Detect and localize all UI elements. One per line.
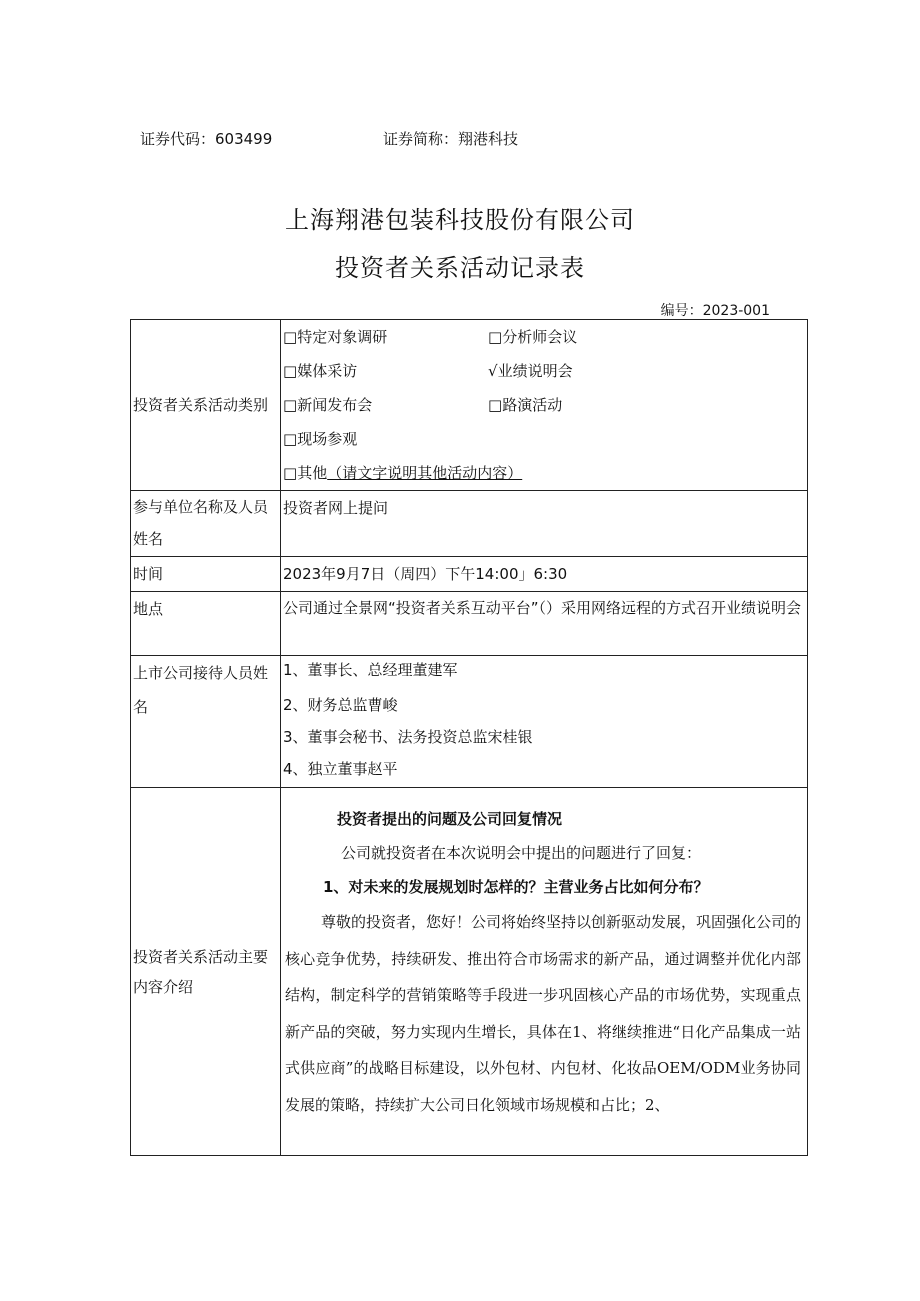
checkbox-icon: □ — [488, 328, 503, 346]
row-participants — [131, 491, 808, 557]
label-reception: 上市公司接待人员姓名 — [131, 656, 281, 788]
option-label: 新闻发布会 — [297, 396, 373, 414]
reception-person: 1、董事长、总经理董建军 — [283, 661, 458, 679]
reception-person: 2、财务总监曹峻 — [283, 696, 398, 714]
option-specific-research[interactable] — [283, 320, 488, 354]
answer-1: 尊敬的投资者，您好！公司将始终坚持以创新驱动发展，巩固强化公司的核心竞争优势，持续研发、推出符合市场需求的新产品，通过调整并优化内部结构，制定科学的营销策略等手段进一步巩固核心产品的市场优势，实现重点新产品的突破，努力实现内生增长，具体在1、将继续推进“日化产品集成一站式供应商”的战略目标建设，以外包材、内包材、化妆品OEM/ODM业务协同发展的策略，持续扩大公司日化领域市场规模和占比；2、 — [285, 913, 802, 1114]
checkbox-icon: □ — [283, 430, 298, 448]
option-label: 特定对象调研 — [297, 328, 388, 346]
option-earnings-briefing[interactable] — [488, 362, 573, 380]
stock-code: 证券代码：603499 — [140, 130, 273, 148]
option-site-visit[interactable] — [283, 422, 488, 456]
document-number: 编号：2023-001 — [660, 303, 770, 319]
checkbox-icon: □ — [283, 396, 298, 414]
row-location — [131, 592, 808, 656]
other-description: （请文字说明其他活动内容） — [327, 464, 523, 482]
label-activity-category: 投资者关系活动类别 — [131, 320, 281, 491]
option-label: 现场参观 — [297, 430, 358, 448]
section-intro: 公司就投资者在本次说明会中提出的问题进行了回复： — [341, 844, 702, 862]
stock-abbreviation: 证券简称：翔港科技 — [383, 130, 519, 148]
label-location: 地点 — [131, 592, 281, 656]
activity-content — [281, 788, 808, 1156]
row-time — [131, 557, 808, 592]
time-text: 2023年9月7日（周四）下午14:00」6:30 — [283, 565, 568, 583]
checkbox-icon: □ — [283, 328, 298, 346]
checkbox-icon: □ — [283, 464, 298, 482]
row-activity-content — [131, 788, 808, 1156]
activity-category-options — [281, 320, 808, 491]
location-value — [281, 592, 808, 656]
reception-list — [281, 656, 808, 788]
checkmark-icon: √ — [488, 362, 498, 380]
participants-value — [281, 491, 808, 557]
label-activity-content: 投资者关系活动主要内容介绍 — [131, 788, 281, 1156]
record-table — [130, 319, 808, 1156]
section-title: 投资者提出的问题及公司回复情况 — [337, 810, 563, 828]
option-other[interactable] — [283, 456, 807, 490]
question-1: 1、对未来的发展规划时怎样的？主营业务占比如何分布？ — [323, 878, 709, 896]
option-label: 分析师会议 — [502, 328, 578, 346]
label-participants: 参与单位名称及人员姓名 — [131, 491, 281, 557]
row-activity-category — [131, 320, 808, 491]
option-label: 其他 — [297, 464, 328, 482]
option-label: 业绩说明会 — [497, 362, 573, 380]
form-title: 投资者关系活动记录表 — [335, 254, 585, 282]
label-time: 时间 — [131, 557, 281, 592]
option-press-conference[interactable] — [283, 388, 488, 422]
participants-text: 投资者网上提问 — [283, 499, 389, 517]
location-text: 公司通过全景网“投资者关系互动平台”（）采用网络远程的方式召开业绩说明会 — [283, 599, 802, 617]
option-label: 路演活动 — [502, 396, 563, 414]
company-title: 上海翔港包装科技股份有限公司 — [285, 206, 635, 234]
time-value — [281, 557, 808, 592]
reception-person: 3、董事会秘书、法务投资总监宋桂银 — [283, 728, 533, 746]
option-label: 媒体采访 — [297, 362, 358, 380]
reception-person: 4、独立董事赵平 — [283, 760, 398, 778]
row-reception — [131, 656, 808, 788]
checkbox-icon: □ — [488, 396, 503, 414]
checkbox-icon: □ — [283, 362, 298, 380]
option-analyst-meeting[interactable] — [488, 328, 577, 346]
option-media-interview[interactable] — [283, 354, 488, 388]
option-roadshow[interactable] — [488, 396, 562, 414]
